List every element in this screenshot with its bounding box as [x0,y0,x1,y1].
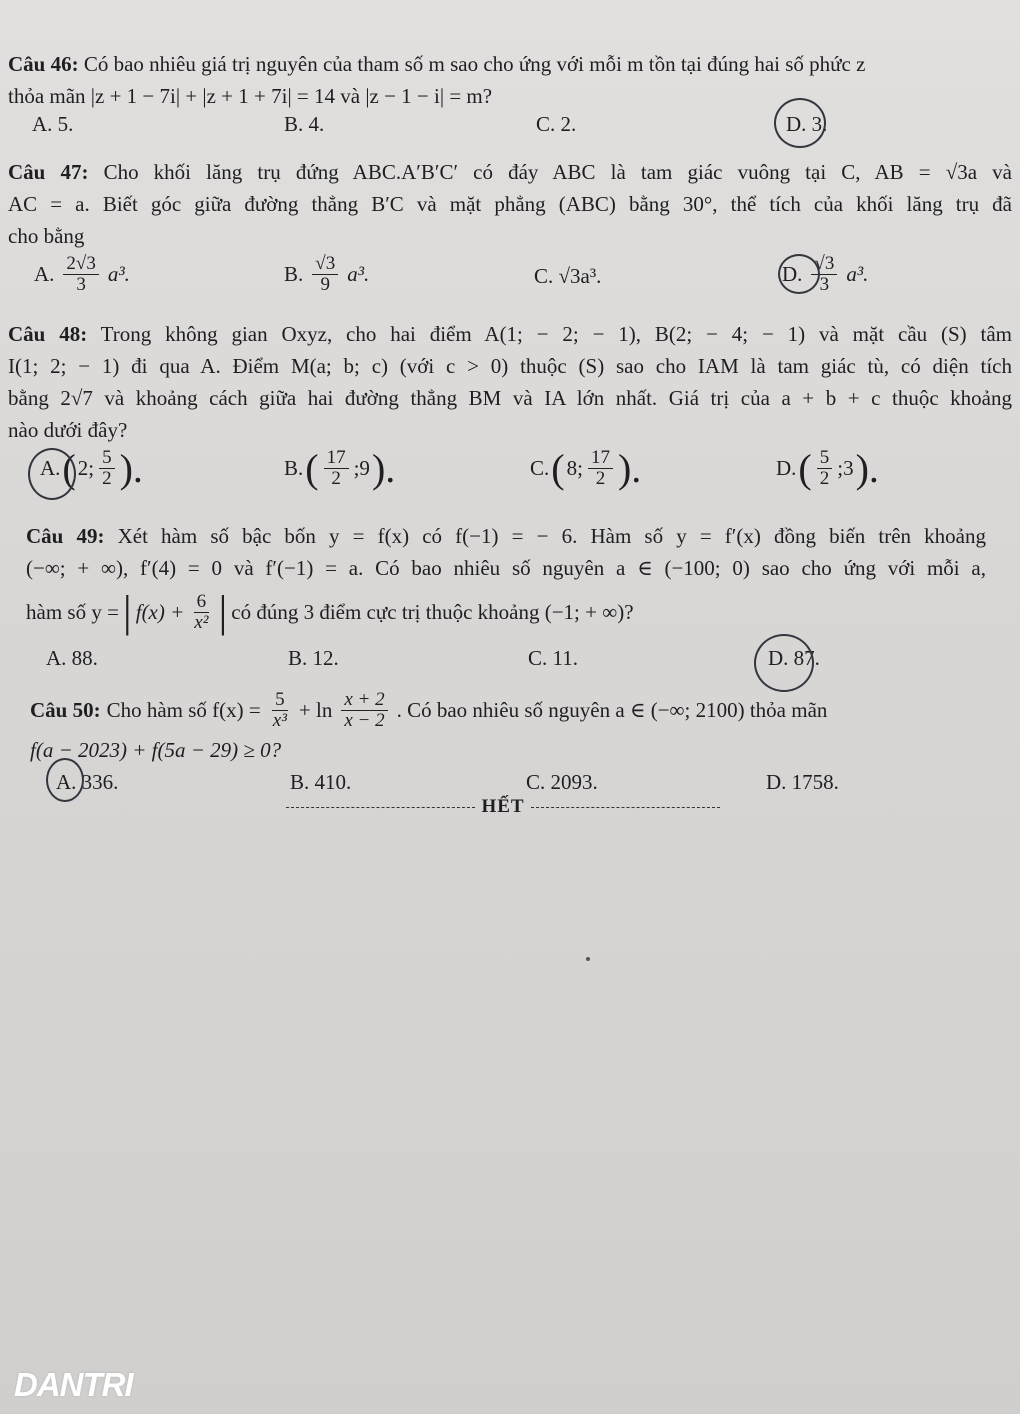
question-48-line4: nào dưới đây? [8,418,128,442]
q48-option-a-denominator: 2 [102,468,112,489]
q47-option-a [34,254,130,295]
q50-option-b: B. 410. [290,770,352,794]
q47-option-d-numerator: √3 [811,254,837,275]
q50-line1-post: . Có bao nhiêu số nguyên a ∈ (−∞; 2100) thỏa mãn [396,698,828,722]
q49-fraction [191,592,211,633]
question-50-line1 [30,690,827,731]
q50-fraction-2 [341,690,387,731]
question-50-line2-wrap [30,734,1020,766]
q50-line1-pre: Cho hàm số f(x) = [106,698,261,722]
q48-option-a-rparen: ). [119,445,143,491]
q49-option-a: A. 88. [46,646,98,670]
q47-option-b-numerator: √3 [312,254,338,275]
q48-option-d-lparen: ( [798,445,812,491]
q48-option-b [284,445,396,491]
q48-option-b-post: ;9 [353,456,370,480]
q47-option-c: C. √3a³. [534,264,602,288]
q47-option-b-fraction [312,254,338,295]
q49-numerator: 6 [194,592,210,613]
end-text: HẾT [481,796,525,817]
question-46-line1: Có bao nhiêu giá trị nguyên của tham số m sao cho ứng với mỗi m tồn tại đúng hai số phức z [83,52,866,76]
q47-option-d-denominator: 3 [819,274,830,295]
q50-fraction-2-numerator: x + 2 [341,690,387,711]
question-48 [8,318,1012,446]
q48-option-c-pre: 8; [566,456,583,480]
q50-ln: + ln [298,698,333,722]
q49-abs-left: | [122,587,132,636]
q46-option-a: A. 5. [32,112,74,136]
q48-option-a-fraction [99,448,115,489]
q48-option-c-label: C. [530,456,550,480]
question-47-label: Câu 47: [8,160,89,184]
q48-option-d [776,445,879,491]
q48-option-a-pre: 2; [77,456,95,480]
question-48-line3: bằng 2√7 và khoảng cách giữa hai đường thẳng BM và IA lớn nhất. Giá trị của a + b + c thuộc khoảng [8,386,1012,410]
q47-option-a-denominator: 3 [76,274,86,295]
q48-option-c-rparen: ). [617,445,642,491]
q48-option-c [530,445,642,491]
question-50-label: Câu 50: [30,698,101,722]
question-47 [8,156,1012,252]
question-48-line1: Trong không gian Oxyz, cho hai điểm A(1; − 2; − 1), B(2; − 4; − 1) và mặt cầu (S) tâm [100,322,1012,346]
q49-option-d: D. 87. [768,646,820,670]
q46-option-d: D. 3. [786,112,828,136]
end-dash-left [286,807,475,808]
q47-option-a-label: A. [34,262,55,286]
q48-option-a-lparen: ( [62,445,76,491]
q47-option-a-tail: a³. [107,262,130,286]
q47-option-a-numerator: 2√3 [63,254,98,275]
q49-option-b: B. 12. [288,646,339,670]
question-46-line2: thỏa mãn |z + 1 − 7i| + |z + 1 + 7i| = 14 và |z − 1 − i| = m? [8,84,493,108]
q47-option-a-fraction [63,254,98,295]
q46-option-b: B. 4. [284,112,325,136]
question-47-options [0,250,1004,306]
end-dash-right [531,807,720,808]
answer-circle-mark [28,445,76,500]
q50-fraction-2-denominator: x − 2 [344,710,385,731]
question-47-line3: cho bằng [8,224,85,248]
q48-option-b-lparen: ( [305,445,319,491]
answer-circle-mark [774,98,826,148]
answer-circle-mark [46,758,84,802]
q47-option-d-label: D. [782,262,803,286]
question-49 [26,520,986,584]
q48-option-a-numerator: 5 [99,448,115,469]
q48-option-c-denominator: 2 [595,468,606,489]
q49-line3-pre: hàm số y = [26,599,119,624]
question-46-options [0,112,1004,152]
q50-option-c: C. 2093. [526,770,598,794]
q47-option-b-denominator: 9 [320,274,330,295]
question-49-line3 [26,587,634,636]
q50-fraction-1-numerator: 5 [272,690,288,711]
q48-option-a-label: A. [40,456,61,480]
q48-option-d-numerator: 5 [817,448,833,469]
q48-option-b-numerator: 17 [324,448,349,469]
question-49-label: Câu 49: [26,524,105,548]
paper-speck [586,957,590,961]
question-50-line2: f(a − 2023) + f(5a − 29) ≥ 0? [30,738,282,762]
question-48-line2: I(1; 2; − 1) đi qua A. Điểm M(a; b; c) (với c > 0) thuộc (S) sao cho IAM là tam giác tù, có diện tích [8,354,1012,378]
q49-abs-right: | [218,587,228,636]
end-divider [286,796,720,818]
q49-line3-post: có đúng 3 điểm cực trị thuộc khoảng (−1; + ∞)? [231,599,634,624]
question-48-options [0,444,1004,504]
question-48-label: Câu 48: [8,322,88,346]
q49-line3-f: f(x) + [135,599,185,624]
q50-fraction-1-denominator: x³ [272,710,287,731]
q48-option-c-fraction [588,448,613,489]
question-50 [30,690,992,740]
question-47-line1: Cho khối lăng trụ đứng ABC.A′B′C′ có đáy ABC là tam giác vuông tại C, AB = √3a và [103,160,1012,184]
answer-circle-mark [754,634,814,692]
question-49-line1: Xét hàm số bậc bốn y = f(x) có f(−1) = − 6. Hàm số y = f′(x) đồng biến trên khoảng [117,524,987,548]
question-49-options [0,646,1004,686]
q48-option-c-lparen: ( [551,445,565,491]
q48-option-d-denominator: 2 [819,468,830,489]
answer-circle-mark [778,254,820,294]
q48-option-b-rparen: ). [371,445,396,491]
q50-option-a: A. 336. [56,770,119,794]
question-47-line2: AC = a. Biết góc giữa đường thẳng B′C và mặt phẳng (ABC) bằng 30°, thể tích của khối lăng trụ đã [8,192,1012,216]
q48-option-d-post: ;3 [837,456,854,480]
q48-option-c-numerator: 17 [588,448,613,469]
question-49-formula-line [26,587,1020,640]
q48-option-d-label: D. [776,456,797,480]
q48-option-b-fraction [324,448,349,489]
q47-option-b-tail: a³. [347,262,370,286]
question-46-label: Câu 46: [8,52,79,76]
q49-option-c: C. 11. [528,646,578,670]
q48-option-b-label: B. [284,456,304,480]
q46-option-c: C. 2. [536,112,577,136]
q49-denominator: x² [194,611,209,633]
q47-option-b-label: B. [284,262,304,286]
dantri-logo: DANTRI [14,1366,133,1403]
q48-option-d-rparen: ). [855,445,879,491]
q50-option-d: D. 1758. [766,770,839,794]
question-49-line2: (−∞; + ∞), f′(4) = 0 và f′(−1) = a. Có bao nhiêu số nguyên a ∈ (−100; 0) sao cho ứng với mỗi a, [26,556,986,580]
q47-option-d-tail: a³. [846,262,869,286]
q47-option-b [284,254,369,295]
q50-fraction-1 [270,690,290,731]
q48-option-b-denominator: 2 [331,468,341,489]
question-46 [8,48,1012,112]
q48-option-d-fraction [817,448,833,489]
